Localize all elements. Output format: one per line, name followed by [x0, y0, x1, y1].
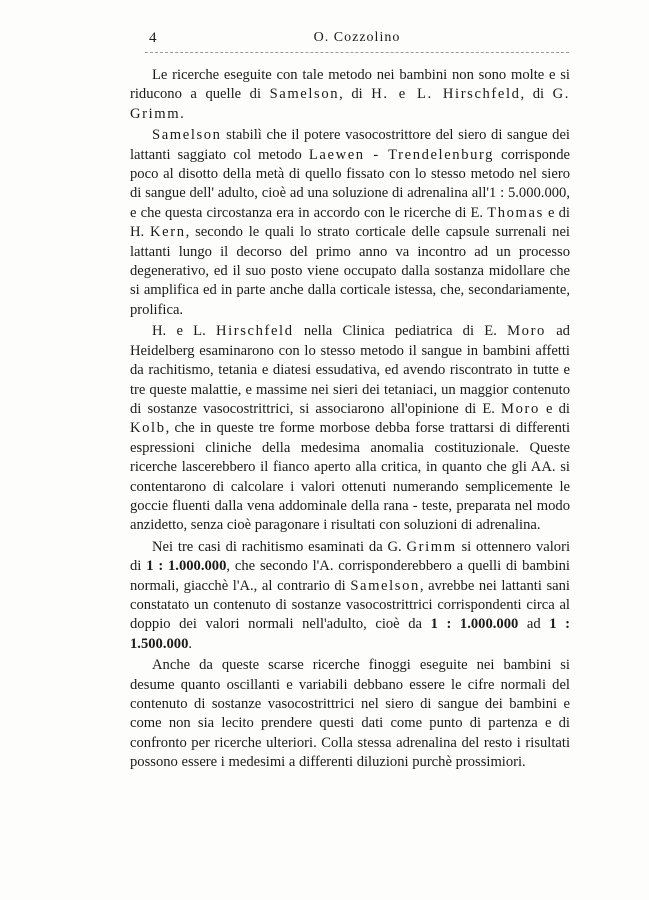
span: , di	[339, 86, 372, 103]
span: si ottennero valori di	[130, 538, 570, 575]
author-name: Samelson	[269, 86, 340, 103]
span: stabilì che il potere vasocostrittore del siero di sangue dei lattanti saggiato col metodo	[130, 127, 570, 163]
span: , che secondo l'A. corrisponderebbero a quelli di bambini normali, giacchè l'A., al contrario di	[130, 558, 570, 594]
author-name: Samelson	[350, 577, 420, 594]
span: H. e L.	[152, 323, 216, 340]
page-number: 4	[149, 30, 157, 46]
author-name: Kern	[150, 224, 186, 241]
author-name: Thomas	[487, 204, 544, 221]
span: .	[180, 105, 184, 122]
span: e di H.	[130, 204, 570, 241]
span: ad Heidelberg esaminarono con lo stesso metodo il sangue in bambini affetti da rachitismo, tetania e diatesi essudativa, ed avendo riscontrato in tutte e tre queste malattie, e massime nei sieri dei tetaniaci, un maggior contenuto di sostanze vasocostrittrici, si associarono all'opinione di E.	[130, 323, 570, 417]
span: Anche da queste scarse ricerche finoggi eseguite nei bambini si desume quanto oscillanti e variabili debbano essere le cifre normali del contenuto di sostanze vasocostrittrici nel siero di sangue dei bambini e come non sia lecito prendere questi dati come punto di partenza e di confronto per ricerche ulteriori. Colla stessa adrenalina del resto i risultati possono essere i medesimi a differenti diluzioni purchè prossimiori.	[130, 657, 570, 771]
ratio-value: 1 : 1.500.000	[130, 616, 570, 652]
span: ad	[518, 616, 550, 633]
span: corrisponde poco al disotto della metà di quello fissato con lo stesso metodo nel siero di sangue dell' adulto, cioè ad una soluzione di adrenalina all'1 : 5.000.000, e che questa circostanza era in accordo con le ricerche di E.	[130, 146, 571, 221]
author-name: Moro	[507, 323, 546, 340]
paragraph-4	[130, 538, 570, 654]
page-header	[145, 30, 569, 53]
ratio-value: 1 : 1.000.000	[146, 558, 227, 575]
author-name: Hirschfeld	[216, 323, 294, 340]
author-name: G. Grimm	[130, 86, 571, 122]
span: e di	[539, 400, 570, 417]
paragraph-3	[130, 322, 570, 535]
span: Le ricerche eseguite con tale metodo nei bambini non sono molte e si riducono a quelle di	[130, 67, 570, 103]
span: nella Clinica pediatrica di E.	[293, 323, 508, 340]
method-name: Laewen - Trendelenburg	[308, 146, 495, 163]
author-name: Moro	[501, 400, 540, 417]
span: , di	[520, 86, 553, 103]
span: .	[188, 635, 193, 652]
span: , avrebbe nei lattanti sani constatato un contenuto di sostanze vasocostrittrici corrispondenti circa al doppio dei valori normali nell'adulto, cioè da	[130, 577, 570, 633]
body-text	[130, 66, 570, 773]
running-head: O. Cozzolino	[313, 30, 401, 45]
author-name: H. e L. Hirschfeld	[371, 86, 521, 103]
span: , secondo le quali lo strato corticale delle capsule surrenali nei lattanti lungo il decorso del primo anno va incontro ad un processo degenerativo, ed il suo posto viene occupato dalla sostanza midollare che si amplifica ed in parte anche dalla corticale istessa, che, secondariamente, prolifica.	[130, 224, 570, 318]
author-name: Grimm	[406, 538, 457, 555]
paragraph-2	[130, 126, 570, 320]
author-name: Kolb	[130, 420, 166, 437]
span: , che in queste tre forme morbose debba forse trattarsi di differenti espressioni cliniche della medesima anomalia costituzionale. Queste ricerche lascerebbero il fianco aperto alla critica, in quanto che gli AA. si contentarono di calcolare i valori ottenuti numerando semplicemente le goccie fluenti dalla vena addominale della rana - teste, preparata nel modo anzidetto, senza cioè paragonare i risultati con soluzioni di adrenalina.	[130, 420, 570, 534]
paragraph-1	[130, 66, 570, 124]
paragraph-5	[130, 656, 570, 772]
author-name: Samelson	[152, 127, 222, 144]
span: Nei tre casi di rachitismo esaminati da G.	[152, 538, 407, 555]
ratio-value: 1 : 1.000.000	[430, 616, 519, 633]
